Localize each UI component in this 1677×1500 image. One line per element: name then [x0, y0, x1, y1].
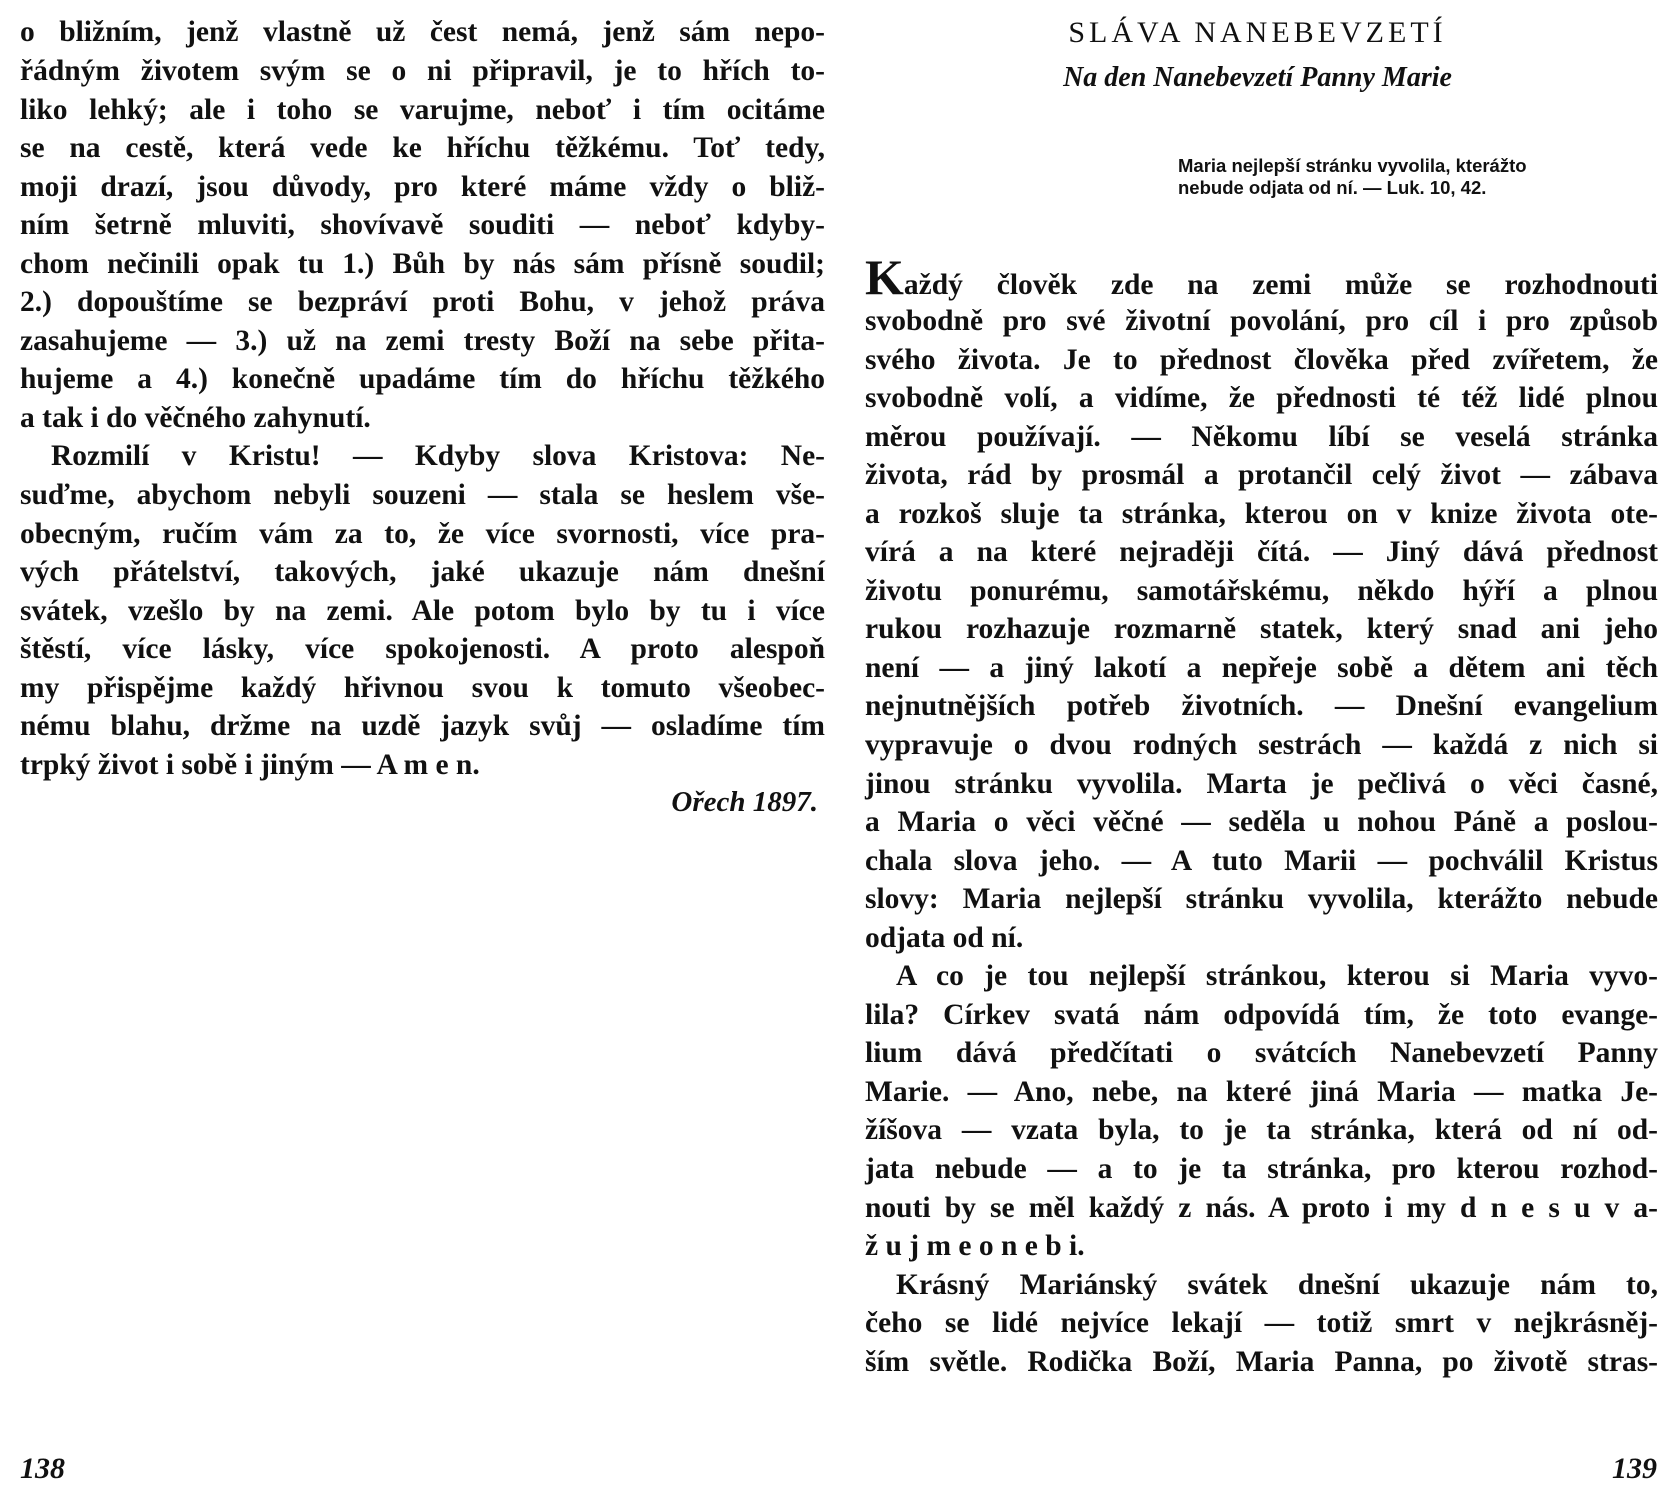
text-line: nejnutnějších potřeb životních. — Dnešní evangelium: [865, 690, 1658, 722]
paragraph-first-line: A co je tou nejlepší stránkou, kterou si Maria vyvo-: [896, 960, 1658, 992]
left-page: [0, 0, 838, 1500]
text-line: žíšova — vzata byla, to je ta stránka, která od ní od-: [865, 1114, 1658, 1146]
first-line-text: aždý člověk zde na zemi může se rozhodnouti: [903, 269, 1658, 301]
text-line: a rozkoš sluje ta stránka, kterou on v knize života ote-: [865, 498, 1658, 530]
text-line: čeho se lidé nejvíce lekají — totiž smrt v nejkrásněj-: [865, 1307, 1658, 1339]
text-line: chala slova jeho. — A tuto Marii — pochválil Kristus: [865, 845, 1658, 877]
text-line: liko lehký; ale i toho se varujme, neboť i tím ocitáme: [20, 94, 825, 126]
paragraph-first-line: Rozmilí v Kristu! — Kdyby slova Kristova: Ne-: [51, 440, 825, 472]
drop-cap: K: [865, 249, 904, 305]
text-line: ším světle. Rodička Boží, Maria Panna, po životě stras-: [865, 1346, 1658, 1378]
text-line: není — a jiný lakotí a nepřeje sobě a dětem ani těch: [865, 652, 1658, 684]
chapter-subtitle: Na den Nanebevzetí Panny Marie: [1063, 62, 1452, 93]
author-signature: Ořech 1897.: [671, 786, 818, 818]
text-line: štěstí, více lásky, více spokojenosti. A proto alespoň: [20, 633, 825, 665]
text-line: vírá a na které nejraději čítá. — Jiný dává přednost: [865, 536, 1658, 568]
text-line: svobodně volí, a vidíme, že přednosti té též lidé plnou: [865, 382, 1658, 414]
text-line: ž u j m e o n e b i.: [865, 1230, 1085, 1262]
text-line: obecným, ručím vám za to, že více svornosti, více pra-: [20, 518, 825, 550]
text-line: vých přátelství, takových, jaké ukazuje nám dnešní: [20, 556, 825, 588]
text-line: rukou rozhazuje rozmarně statek, který snad ani jeho: [865, 613, 1658, 645]
text-line: života, rád by prosmál a protančil celý život — zábava: [865, 459, 1658, 491]
page-number-left: 138: [20, 1452, 65, 1485]
text-line: životu ponurému, samotářskému, někdo hýří a plnou: [865, 575, 1658, 607]
text-line: a tak i do věčného zahynutí.: [20, 402, 371, 434]
text-line: svobodně pro své životní povolání, pro cíl i pro způsob: [865, 305, 1658, 337]
text-line: chom nečinili opak tu 1.) Bůh by nás sám přísně soudil;: [20, 248, 825, 280]
text-line: lila? Církev svatá nám odpovídá tím, že toto evange-: [865, 999, 1658, 1031]
text-line: trpký život i sobě i jiným — A m e n.: [20, 749, 480, 781]
text-line: měrou používají. — Někomu líbí se veselá stránka: [865, 421, 1658, 453]
text-line: o bližním, jenž vlastně už čest nemá, jenž sám nepo-: [20, 16, 825, 48]
text-line: vypravuje o dvou rodných sestrách — každá z nich si: [865, 729, 1658, 761]
text-line: slovy: Maria nejlepší stránku vyvolila, kterážto nebude: [865, 883, 1658, 915]
text-line: svého života. Je to přednost člověka před zvířetem, že: [865, 344, 1658, 376]
right-page: [838, 0, 1677, 1500]
text-line: a Maria o věci věčné — seděla u nohou Páně a poslou-: [865, 806, 1658, 838]
text-line: moji drazí, jsou důvody, pro které máme vždy o bliž-: [20, 171, 825, 203]
text-line: Marie. — Ano, nebe, na které jiná Maria — matka Je-: [865, 1076, 1658, 1108]
text-line: odjata od ní.: [865, 922, 1024, 954]
text-line: jinou stránku vyvolila. Marta je pečlivá o věci časné,: [865, 768, 1658, 800]
text-line: my přispějme každý hřivnou svou k tomuto všeobec-: [20, 672, 825, 704]
chapter-title: SLÁVA NANEBEVZETÍ: [1068, 16, 1447, 49]
motto-line: nebude odjata od ní. — Luk. 10, 42.: [1178, 177, 1487, 198]
text-line: 2.) dopouštíme se bezpráví proti Bohu, v jehož práva: [20, 286, 825, 318]
text-line: se na cestě, která vede ke hříchu těžkému. Toť tedy,: [20, 132, 825, 164]
text-line: ním šetrně mluviti, shovívavě souditi — neboť kdyby-: [20, 209, 825, 241]
text-line: nému blahu, držme na uzdě jazyk svůj — osladíme tím: [20, 710, 825, 742]
text-line: lium dává předčítati o svátcích Nanebevzetí Panny: [865, 1037, 1658, 1069]
motto-line: Maria nejlepší stránku vyvolila, kterážto: [1178, 155, 1527, 176]
text-line: řádným životem svým se o ni připravil, je to hřích to-: [20, 55, 825, 87]
text-line: suďme, abychom nebyli souzeni — stala se heslem vše-: [20, 479, 825, 511]
paragraph-first-line: Krásný Mariánský svátek dnešní ukazuje nám to,: [896, 1269, 1658, 1301]
text-line: nouti by se měl každý z nás. A proto i my d n e s u v a-: [865, 1192, 1658, 1224]
text-line: zasahujeme — 3.) už na zemi tresty Boží na sebe přita-: [20, 325, 825, 357]
text-line: jata nebude — a to je ta stránka, pro kterou rozhod-: [865, 1153, 1658, 1185]
text-line: svátek, vzešlo by na zemi. Ale potom bylo by tu i více: [20, 595, 825, 627]
paragraph-first-line: [865, 249, 1658, 305]
page-number-right: 139: [1612, 1452, 1657, 1485]
text-line: hujeme a 4.) konečně upadáme tím do hříchu těžkého: [20, 363, 825, 395]
